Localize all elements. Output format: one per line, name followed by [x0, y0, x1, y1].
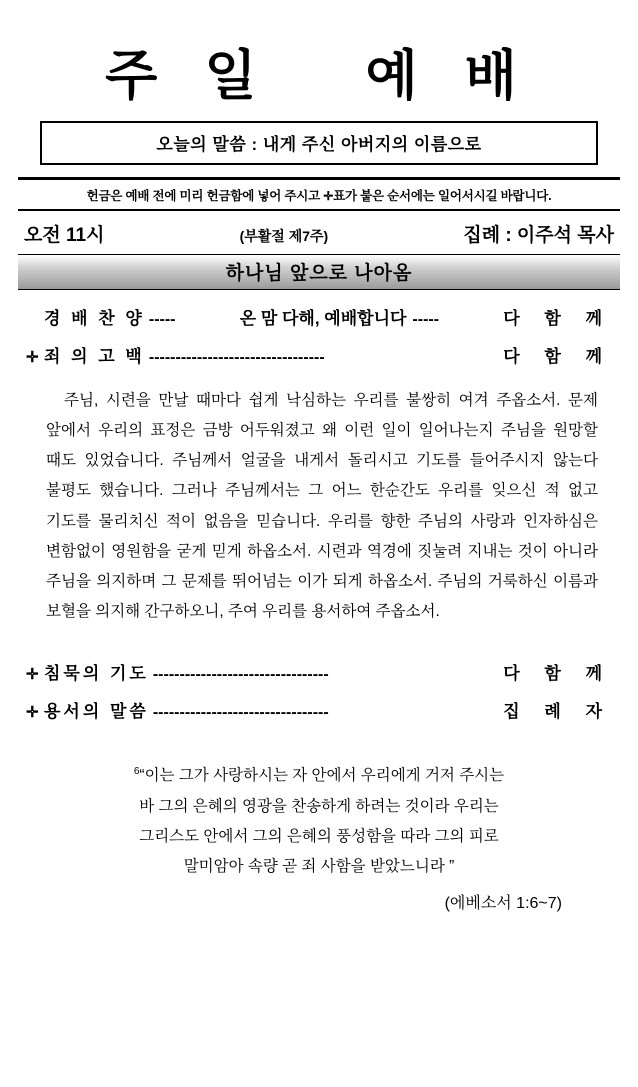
- order-row: [18, 304, 620, 329]
- bulletin-page: [0, 48, 638, 1087]
- quote-line: 말미암아 속량 곧 죄 사함을 받았느니라 ”: [183, 858, 455, 876]
- quote-line-text: 이는 그가 사랑하시는 자 안에서 우리에게 거저 주시는: [144, 767, 505, 785]
- order-dots: ---------------------------------: [152, 704, 329, 722]
- offering-notice-post: 표가 붙은 순서에는 일어서시길 바랍니다.: [333, 188, 552, 203]
- order-item-name: 죄 의 고 백: [44, 346, 145, 366]
- service-leader: 집례 : 이주석 목사: [463, 224, 614, 246]
- section-header: 하나님 앞으로 나아옴: [18, 254, 620, 290]
- order-item-name: 용서의 말씀: [44, 702, 149, 722]
- order-dots-left: -----: [148, 310, 176, 328]
- liturgical-week: (부활절 제7주): [239, 227, 329, 244]
- spacer: [18, 735, 620, 745]
- standing-mark: ✛: [26, 704, 39, 722]
- verse-number: 6: [133, 766, 140, 778]
- page-title: 주 일 예 배: [105, 46, 533, 106]
- sermon-title-container: [40, 121, 598, 165]
- order-row: [18, 697, 620, 722]
- spacer: [18, 627, 620, 645]
- quote-line: 그리스도 안에서 그의 은혜의 풍성함을 따라 그의 피로: [139, 827, 499, 845]
- standing-mark: ✛: [26, 348, 39, 366]
- cross-icon: ✛: [323, 188, 334, 203]
- order-of-service-top: [18, 304, 620, 367]
- service-meta: [18, 211, 620, 254]
- order-dots: ---------------------------------: [152, 666, 329, 684]
- standing-mark: ✛: [26, 666, 39, 684]
- order-item-name: 경 배 찬 양: [44, 308, 145, 328]
- sermon-title: 오늘의 말씀 : 내게 주신 아버지의 이름으로: [40, 121, 598, 165]
- order-item-performer: 집 례 자: [503, 702, 612, 722]
- scripture-reference: (에베소서 1:6~7): [444, 895, 562, 913]
- offering-notice-pre: 헌금은 예배 전에 미리 헌금함에 넣어 주시고: [86, 188, 324, 203]
- order-dots: ---------------------------------: [148, 348, 325, 366]
- order-dots-right: -----: [412, 310, 440, 328]
- order-item-performer: 다 함 께: [503, 308, 612, 328]
- order-item-performer: 다 함 께: [503, 664, 612, 684]
- quote-line: [52, 761, 586, 791]
- scripture-quote: [18, 745, 620, 882]
- order-item-name: 침묵의 기도: [44, 664, 149, 684]
- quote-open-mark: “: [139, 767, 145, 785]
- service-time: 오전 11시: [24, 224, 105, 246]
- order-item-performer: 다 함 께: [503, 346, 612, 366]
- order-row: [18, 342, 620, 367]
- order-of-service-bottom: [18, 659, 620, 722]
- offering-notice: [18, 180, 620, 209]
- quote-line: 바 그의 은혜의 영광을 찬송하게 하려는 것이라 우리는: [139, 797, 499, 815]
- order-row: [18, 659, 620, 684]
- confession-prayer: [18, 380, 620, 628]
- order-item-detail: 온 맘 다해, 예배합니다: [239, 308, 407, 328]
- confession-prayer-text: 주님, 시련을 만날 때마다 쉽게 낙심하는 우리를 불쌍히 여겨 주옵소서. 문제 앞에서 우리의 표정은 금방 어두워졌고 왜 이런 일이 일어나는지 주님을 원망할 때도 있었습니다. 주님께서 얼굴을 내게서 돌리시고 기도를 들어주시지 않는다 불평도 했습니다. 그러나 주님께서는 그 어느 한순간도 우리를 잊으신 적 없고 기도를 물리치신 적이 없음을 믿습니다. 우리를 향한 주님의 사랑과 인자하심은 변함없이 영원함을 굳게 믿게 하옵소서. 시련과 역경에 짓눌려 지내는 것이 아니라 주님을 의지하며 그 문제를 뛰어넘는 이가 되게 하옵소서. 주님의 거룩하신 이름과 보혈을 의지해 간구하오니, 주여 우리를 용서하여 주옵소서.: [46, 391, 598, 621]
